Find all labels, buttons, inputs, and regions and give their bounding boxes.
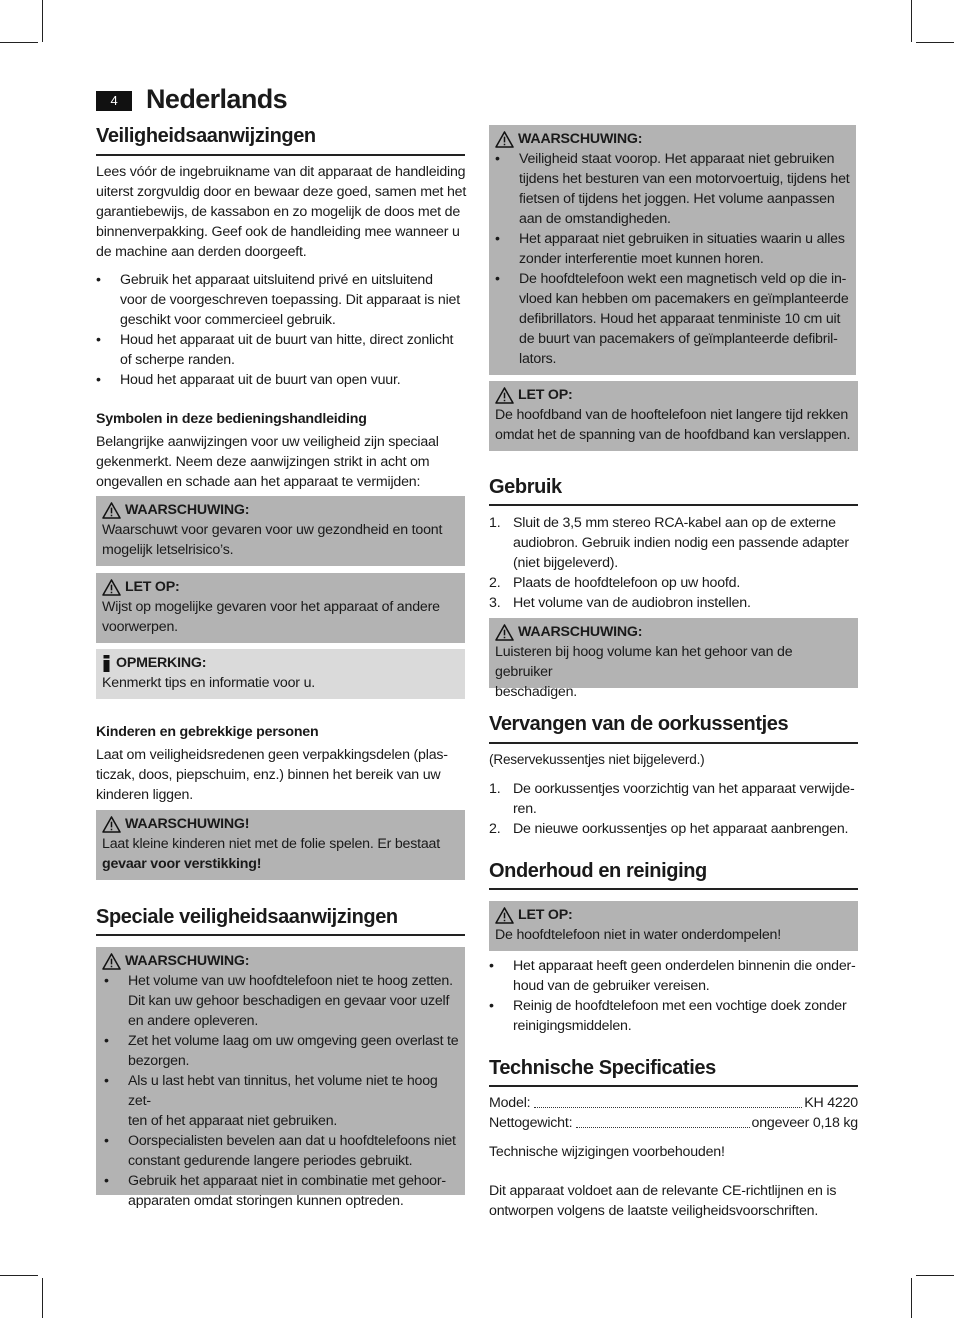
warning-box: WAARSCHUWING: • Veiligheid staat voorop. Het apparaat niet gebruiken tijdens het besturen van een motorvoertuig, tijdens het fietsen of tijdens het joggen. Het volume aanpassen aan de omstandigheden. • Het apparaat niet gebruiken in situaties waarin u alles zonder interferentie moet kunnen horen. • De hoofdtelefoon wekt een magnetisch veld op die in- vloed kan hebben om pacemakers en geïmplanteerde defibrillators. Houd het apparaat tenministe 10 cm uit de buurt van pacemakers of geïmplanteerde defibril- lators. <box>489 125 856 375</box>
list-item: • Het volume van uw hoofdtelefoon niet te hoog zetten. Dit kan uw gehoor beschadigen en gevaar voor uzelf en andere opleveren. <box>104 971 459 1031</box>
heading-rule <box>489 1085 858 1087</box>
warning-icon <box>495 387 514 404</box>
list-item: • Reinig de hoofdtelefoon met een vochtige doek zonder reinigingsmiddelen. <box>489 996 861 1036</box>
caution-box: LET OP: De hoofdband van de hooftelefoon niet langere tijd rekken omdat het de spanning van de hoofdband kan verslappen. <box>489 381 858 451</box>
crop-mark <box>0 1275 38 1276</box>
list-item: • Het apparaat heeft geen onderdelen binnenin die onder- houd van de gebruiker vereisen. <box>489 956 861 996</box>
warning-icon <box>495 131 514 148</box>
page-title: Nederlands <box>146 84 288 114</box>
list-item: • Het apparaat niet gebruiken in situaties waarin u alles zonder interferentie moet kunnen horen. <box>495 229 850 269</box>
list-item: • Zet het volume laag om uw omgeving geen overlast te bezorgen. <box>104 1031 459 1071</box>
caution-box: LET OP: Wijst op mogelijke gevaren voor het apparaat of andere voorwerpen. <box>96 573 465 643</box>
special-warning-box: WAARSCHUWING: • Het volume van uw hoofdtelefoon niet te hoog zetten. Dit kan uw gehoor beschadigen en gevaar voor uzelf en andere opleveren. • Zet het volume laag om uw omgeving geen overlast te bezorgen. • Als u last hebt van tinnitus, het volume niet te hoog zet- ten of het apparaat niet gebruiken. • Oorspecialisten bevelen aan dat u hoofdtelefoons niet constant gedurende langere periodes gebruikt. • Gebruik het apparaat niet in combinatie met gehoor- apparaten omdat storingen kunnen optreden. <box>96 947 465 1195</box>
warning-icon <box>102 953 121 970</box>
list-item: 2. Plaats de hoofdtelefoon op uw hoofd. <box>489 575 741 591</box>
crop-mark <box>0 42 38 43</box>
list-item: • De hoofdtelefoon wekt een magnetisch veld op die in- vloed kan hebben om pacemakers en geïmplanteerde defibrillators. Houd het apparaat tenministe 10 cm uit de buurt van pacemakers of geïmplanteerde defibril- lators. <box>495 269 850 369</box>
cushions-heading: Vervangen van de oorkussentjes <box>489 713 789 735</box>
safety-heading: Veiligheidsaanwijzingen <box>96 125 316 147</box>
list-item: 2. De nieuwe oorkussentjes op het apparaat aanbrengen. <box>489 821 849 837</box>
maintenance-caution-box: LET OP: De hoofdtelefoon niet in water onderdompelen! <box>489 901 858 951</box>
list-item: 3. Het volume van de audiobron instellen. <box>489 595 751 611</box>
warning-icon <box>102 502 121 519</box>
special-heading: Speciale veiligheidsaanwijzingen <box>96 906 398 928</box>
list-item: 1. Sluit de 3,5 mm stereo RCA-kabel aan op de externe audiobron. Gebruik indien nodig een passende adapter (niet bijgeleverd). <box>489 515 849 571</box>
cushions-note: (Reservekussentjes niet bijgeleverd.) <box>489 752 705 767</box>
warning-list <box>495 149 850 369</box>
list-item: 1. De oorkussentjes voorzichtig van het apparaat verwijde- ren. <box>489 781 855 817</box>
list-item: • Gebruik het apparaat niet in combinatie met gehoor- apparaten omdat storingen kunnen optreden. <box>104 1171 459 1211</box>
children-warning-box: WAARSCHUWING! Laat kleine kinderen niet met de folie spelen. Er bestaat gevaar voor verstikking! <box>96 810 465 880</box>
warning-icon <box>102 579 121 596</box>
safety-intro: Lees vóór de ingebruikname van dit apparaat de handleiding uiterst zorgvuldig door en bewaar deze goed, samen met het garantiebewijs, de kassabon en zo mogelijk de doos met de binnenverpakking. Geef ook de handleiding mee wanneer u de machine aan derden doorgeeft. <box>96 164 467 260</box>
list-item: • Veiligheid staat voorop. Het apparaat niet gebruiken tijdens het besturen van een motorvoertuig, tijdens het fietsen of tijdens het joggen. Het volume aanpassen aan de omstandigheden. <box>495 149 850 229</box>
children-text: Laat om veiligheidsredenen geen verpakkingsdelen (plas- ticzak, doos, piepschuim, enz.) binnen het bereik van uw kinderen liggen. <box>96 747 448 803</box>
crop-mark <box>911 1278 912 1318</box>
special-list <box>104 971 459 1211</box>
heading-rule <box>489 888 858 890</box>
note-box: OPMERKING: Kenmerkt tips en informatie voor u. <box>96 649 465 699</box>
warning-box: WAARSCHUWING: Waarschuwt voor gevaren voor uw gezondheid en toont mogelijk letselrisico’s. <box>96 496 465 566</box>
heading-rule <box>96 934 465 936</box>
ce-statement: Dit apparaat voldoet aan de relevante CE-richtlijnen en is ontworpen volgens de laatste veiligheidsvoorschriften. <box>489 1183 837 1219</box>
usage-steps <box>489 513 861 613</box>
info-icon <box>102 655 111 672</box>
list-item: • Houd het apparaat uit de buurt van hitte, direct zonlicht of scherpe randen. <box>96 330 468 370</box>
warning-icon <box>102 816 121 833</box>
maintenance-list <box>489 956 861 1036</box>
safety-list <box>96 270 468 390</box>
specs-heading: Technische Specificaties <box>489 1057 716 1079</box>
crop-mark <box>916 42 954 43</box>
list-item: • Als u last hebt van tinnitus, het volume niet te hoog zet- ten of het apparaat niet gebruiken. <box>104 1071 459 1131</box>
page-number: 4 <box>96 91 132 111</box>
usage-warning-box: WAARSCHUWING: Luisteren bij hoog volume kan het gehoor van de gebruiker beschadigen. <box>489 618 858 688</box>
list-item: • Gebruik het apparaat uitsluitend privé en uitsluitend voor de voorgeschreven toepassing. Dit apparaat is niet geschikt voor commercieel gebruik. <box>96 270 468 330</box>
spec-model: Model: KH 4220 <box>489 1095 858 1111</box>
crop-mark <box>42 1278 43 1318</box>
symbols-heading: Symbolen in deze bedieningshandleiding <box>96 411 367 427</box>
list-item: • Oorspecialisten bevelen aan dat u hoofdtelefoons niet constant gedurende langere periodes gebruikt. <box>104 1131 459 1171</box>
heading-rule <box>489 504 858 506</box>
children-heading: Kinderen en gebrekkige personen <box>96 724 319 740</box>
crop-mark <box>42 0 43 42</box>
crop-mark <box>916 1275 954 1276</box>
symbols-text: Belangrijke aanwijzingen voor uw veiligheid zijn speciaal gekenmerkt. Neem deze aanwijzingen strikt in acht om ongevallen en schade aan het apparaat te vermijden: <box>96 434 439 490</box>
list-item: • Houd het apparaat uit de buurt van open vuur. <box>96 370 468 390</box>
heading-rule <box>489 742 858 744</box>
crop-mark <box>911 0 912 42</box>
specs-note: Technische wijzigingen voorbehouden! <box>489 1144 725 1160</box>
warning-icon <box>495 907 514 924</box>
spec-weight: Nettogewicht: ongeveer 0,18 kg <box>489 1115 858 1131</box>
cushions-steps <box>489 779 861 839</box>
warning-icon <box>495 624 514 641</box>
usage-heading: Gebruik <box>489 476 562 498</box>
heading-rule <box>96 154 465 156</box>
maintenance-heading: Onderhoud en reiniging <box>489 860 707 882</box>
